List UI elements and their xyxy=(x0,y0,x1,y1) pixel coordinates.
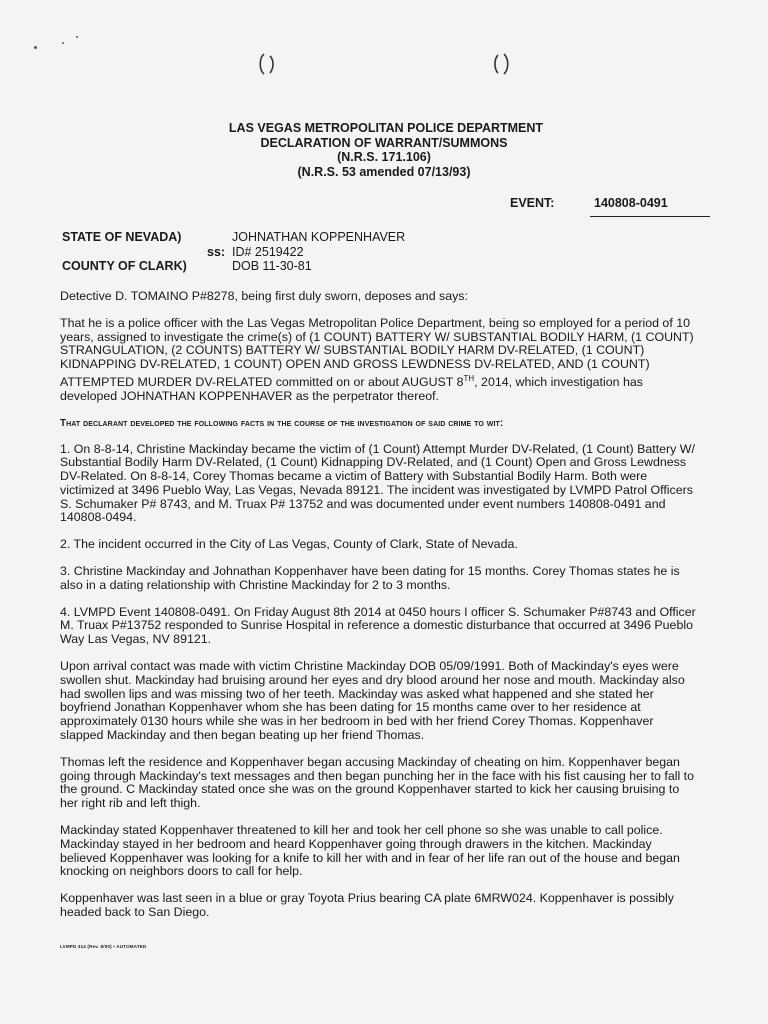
event-underline xyxy=(590,216,710,217)
event-label: EVENT: xyxy=(510,196,555,210)
jurisdiction xyxy=(62,230,222,274)
paragraph-2: 2. The incident occurred in the City of Las Vegas, County of Clark, State of Nevada. xyxy=(60,537,518,552)
statute-reference: (N.R.S. 171.106) xyxy=(337,150,431,164)
document-title: DECLARATION OF WARRANT/SUMMONS xyxy=(260,135,508,150)
paragraph-3: 3. Christine Mackinday and Johnathan Koppenhaver have been dating for 15 months. Corey Thomas states he is also in a dating relationship with Christine Mackinday for 2 to 3 months. xyxy=(60,564,680,592)
defendant-id: ID# 2519422 xyxy=(232,244,304,259)
statute-amendment: (N.R.S. 53 amended 07/13/93) xyxy=(297,164,471,179)
ss-mark: ss: xyxy=(207,244,226,259)
punch-hole-left-icon xyxy=(258,52,276,76)
facts-heading: That declarant developed the following facts in the course of the investigation of said crime to wit: xyxy=(60,417,504,429)
defendant-info xyxy=(232,230,512,274)
defendant-dob: DOB 11-30-81 xyxy=(232,259,312,273)
event-number: 140808-0491 xyxy=(594,196,668,210)
declaration-body xyxy=(60,290,700,933)
paragraph-1: 1. On 8-8-14, Christine Mackinday became the victim of (1 Count) Attempt Murder DV-Related, (1 Count) Battery W/ Substantial Bodily Harm DV-Related, (1 Count) Kidnapping DV-Related, and (1 Count) Open and Gross Lewdness DV-Related. On 8-8-14, Corey Thomas became a victim of Battery with Substantial Bodily Harm. Both were victimized at 3496 Pueblo Way, Las Vegas, Nevada 89121. The incident was investigated by LVMPD Patrol Officers S. Schumaker P# 8743, and M. Truax P# 13752 and was documented under event numbers 140808-0491 and 140808-0494. xyxy=(60,441,695,525)
county-line: COUNTY OF CLARK) xyxy=(62,259,187,273)
assignment-paragraph: That he is a police officer with the Las Vegas Metropolitan Police Department, being so employed for a period of 10 years, assigned to investigate the crime(s) of (1 COUNT) BATTERY W/ SUBSTANTIAL BODILY HARM, (1 COUNT) STRANGULATION, (2 COUNTS) BATTERY W/ SUBSTANTIAL BODILY HARM DV-RELATED, (1 COUNT) KIDNAPPING DV-RELATED, 1 COUNT) OPEN AND GROSS LEWDNESS DV-RELATED, AND (1 COUNT) ATTEMPTED MURDER DV-RELATED committed on or about AUGUST 8TH, 2014, which investigation has developed JOHNATHAN KOPPENHAVER as the perpetrator thereof. xyxy=(60,315,694,403)
scan-speck xyxy=(76,36,78,38)
paragraph-7: Mackinday stated Koppenhaver threatened to kill her and took her cell phone so she was unable to call police. Mackinday stayed in her bedroom and heard Koppenhaver going through drawers in the kitchen. Mackinday believed Koppenhaver was looking for a knife to kill her with and in fear of her life ran out of the house and began knocking on neighbors doors to call for help. xyxy=(60,823,680,879)
punch-hole-right-icon xyxy=(493,52,511,76)
defendant-name: JOHNATHAN KOPPENHAVER xyxy=(232,230,406,244)
document-header xyxy=(0,121,768,179)
paragraph-5: Upon arrival contact was made with victim Christine Mackinday DOB 05/09/1991. Both of Mackinday's eyes were swollen shut. Mackinday had bruising around her eyes and dry blood around her nose and mouth. Mackinday also had swollen lips and was missing two of her teeth. Mackinday was asked what happened and she stated her boyfriend Jonathan Koppenhaver whom she has been dating for 15 months came over to her residence at approximately 0130 hours while she was in her bedroom in bed with her friend Corey Thomas. Koppenhaver slapped Mackinday and then began beating up her friend Thomas. xyxy=(60,659,685,743)
paragraph-4: 4. LVMPD Event 140808-0491. On Friday August 8th 2014 at 0450 hours I officer S. Schumaker P#8743 and Officer M. Truax P#13752 responded to Sunrise Hospital in reference a domestic disturbance that occurred at 3496 Pueblo Way Las Vegas, NV 89121. xyxy=(60,604,696,647)
scan-speck xyxy=(34,46,37,49)
form-code: LVMPD 314 (Rev. 8/00) • AUTOMATED xyxy=(60,944,147,949)
paragraph-8: Koppenhaver was last seen in a blue or gray Toyota Prius bearing CA plate 6MRW024. Koppenhaver is possibly headed back to San Diego. xyxy=(60,891,674,920)
scan-speck xyxy=(62,42,64,44)
paragraph-6: Thomas left the residence and Koppenhaver began accusing Mackinday of cheating on him. Koppenhaver began going through Mackinday's text messages and then began punching her in the face with his fist causing her to fall to the ground. C Mackinday stated once she was on the ground Koppenhaver started to kick her causing bruising to her right rib and left thigh. xyxy=(60,754,694,811)
department-title: LAS VEGAS METROPOLITAN POLICE DEPARTMENT xyxy=(228,121,544,135)
state-line: STATE OF NEVADA) xyxy=(62,230,182,244)
sworn-statement: Detective D. TOMAINO P#8278, being first duly sworn, deposes and says: xyxy=(60,289,468,303)
